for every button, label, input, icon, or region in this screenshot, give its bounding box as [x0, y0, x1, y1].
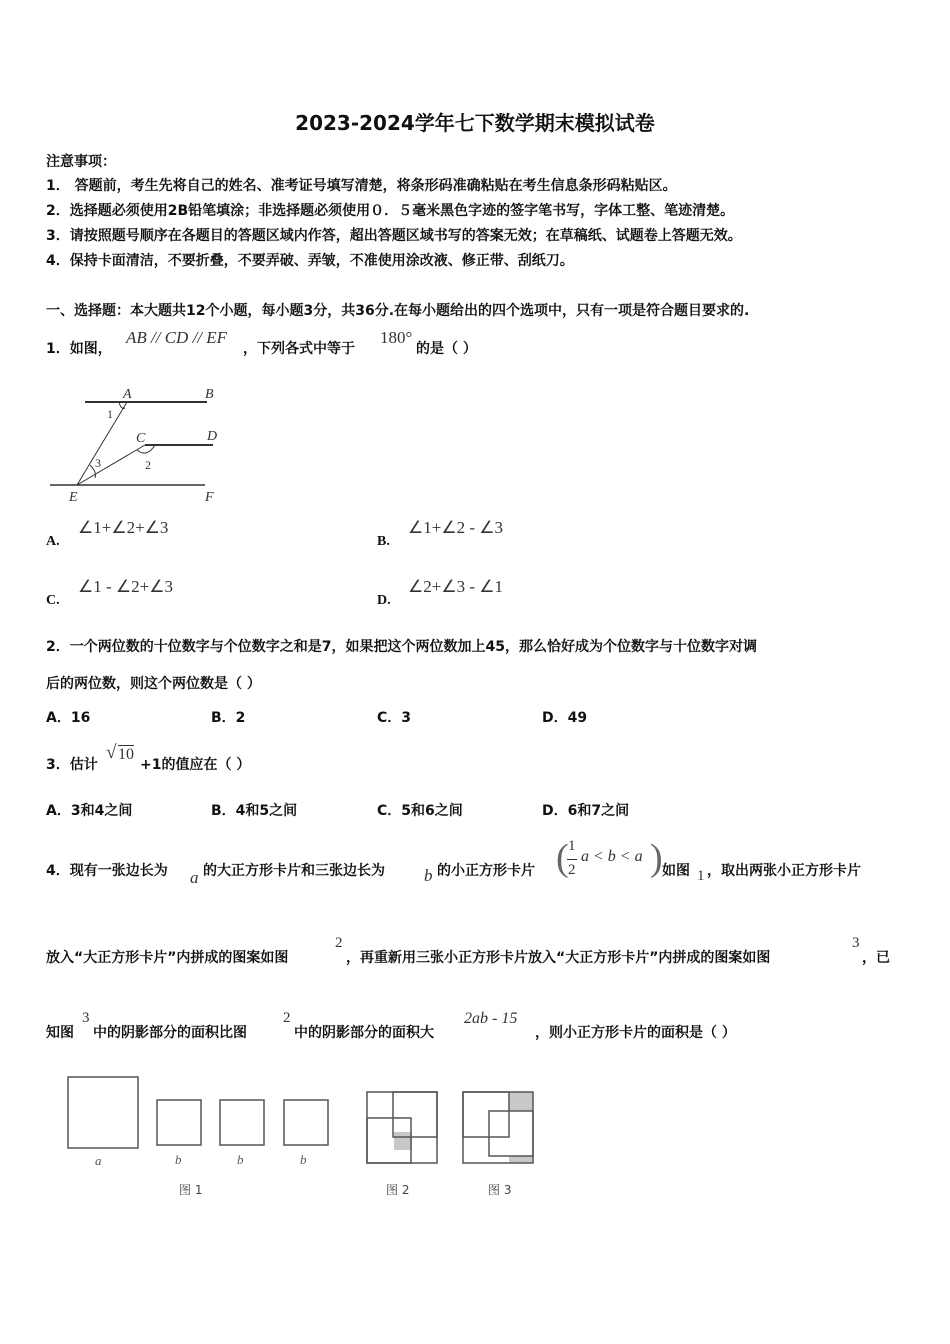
q4-text: ，再重新用三张小正方形卡片放入“大正方形卡片”内拼成的图案如图 — [346, 950, 771, 966]
point-label: C — [136, 431, 146, 446]
section-heading: 一、选择题：本大题共12个小题，每小题3分，共36分.在每小题给出的四个选项中，只有一项是符合题目要求的. — [46, 303, 750, 319]
q4-expression: 2ab - 15 — [464, 1010, 518, 1027]
figure-caption: 图 1 — [179, 1183, 203, 1197]
option-a-value: ∠1+∠2+∠3 — [78, 518, 169, 537]
q4-text: 的大正方形卡片和三张边长为 — [203, 863, 385, 879]
q4-text: ，已 — [862, 950, 890, 966]
option-b-label: B. — [377, 534, 390, 549]
q2-line2: 后的两位数，则这个两位数是（ ） — [46, 676, 261, 692]
side-label: a — [95, 1153, 102, 1168]
point-label: D — [207, 429, 218, 444]
q4-text: ，则小正方形卡片的面积是（ ） — [535, 1025, 736, 1041]
option-c-label: C. — [46, 593, 60, 608]
q3-radicand: 10 — [118, 746, 134, 763]
notice-item: 4．保持卡面清洁，不要折叠，不要弄破、弄皱，不准使用涂改液、修正带、刮纸刀。 — [46, 253, 574, 269]
side-label: b — [300, 1152, 307, 1167]
notice-item: 2．选择题必须使用2B铅笔填涂；非选择题必须使用０．５毫米黑色字迹的签字笔书写，字体工整、笔迹清楚。 — [46, 203, 735, 219]
q4-text: 放入“大正方形卡片”内拼成的图案如图 — [46, 950, 289, 966]
q3-option: B．4和5之间 — [211, 803, 298, 819]
q3-option: D．6和7之间 — [542, 803, 630, 819]
fig-ref: 3 — [852, 935, 860, 951]
angle-label: 1 — [107, 407, 113, 421]
point-label: E — [69, 490, 78, 505]
q3-option: C．5和6之间 — [377, 803, 463, 819]
q4-inequality: a < b < a — [581, 848, 643, 865]
fig-ref: 2 — [335, 935, 343, 951]
small-square — [220, 1100, 264, 1145]
notice-heading: 注意事项： — [46, 154, 116, 170]
point-label: A — [123, 387, 132, 402]
point-label: B — [205, 387, 214, 402]
page-title: 2023-2024学年七下数学期末模拟试卷 — [295, 111, 655, 135]
q1-mid: ，下列各式中等于 — [243, 341, 355, 357]
option-c-value: ∠1 - ∠2+∠3 — [78, 577, 173, 596]
q3-suffix: +1的值应在（ ） — [140, 757, 251, 773]
notice-item: 1． 答题前，考生先将自己的姓名、准考证号填写清楚，将条形码准确粘贴在考生信息条形码粘贴区。 — [46, 178, 677, 194]
q2-option: A．16 — [46, 710, 91, 726]
point-label: F — [205, 490, 214, 505]
frac-den: 2 — [568, 862, 576, 878]
angle-label: 2 — [145, 458, 151, 472]
q4-text: 知图 — [46, 1025, 74, 1041]
large-square — [68, 1077, 138, 1148]
q1-prefix: 1．如图， — [46, 341, 112, 357]
var-b: b — [424, 866, 433, 885]
side-label: b — [175, 1152, 182, 1167]
small-square — [284, 1100, 328, 1145]
q4-text: 4．现有一张边长为 — [46, 863, 168, 879]
angle-label: 3 — [95, 456, 101, 470]
q4-text: ，取出两张小正方形卡片 — [707, 863, 861, 879]
parallel-lines-figure — [45, 380, 225, 505]
frac-num: 1 — [568, 838, 576, 854]
side-label: b — [237, 1152, 244, 1167]
small-square — [157, 1100, 201, 1145]
option-a-label: A. — [46, 534, 60, 549]
squares-figure — [50, 1060, 550, 1210]
fig-ref: 1 — [697, 868, 705, 884]
figure-caption: 图 2 — [386, 1183, 410, 1197]
paren-left: ( — [556, 837, 569, 879]
q2-line1: 2．一个两位数的十位数字与个位数字之和是7，如果把这个两位数加上45，那么恰好成为个位数字与十位数字对调 — [46, 639, 757, 655]
fig-ref: 3 — [82, 1010, 90, 1026]
option-b-value: ∠1+∠2 - ∠3 — [408, 518, 503, 537]
q4-text: 中的阴影部分的面积大 — [294, 1025, 434, 1041]
q2-option: C．3 — [377, 710, 412, 726]
q3-option: A．3和4之间 — [46, 803, 133, 819]
q4-text: 中的阴影部分的面积比图 — [93, 1025, 247, 1041]
fig-ref: 2 — [283, 1010, 291, 1026]
q4-text: 如图 — [662, 863, 690, 879]
var-a: a — [190, 868, 199, 887]
figure-caption: 图 3 — [488, 1183, 512, 1197]
figure2-square — [367, 1092, 437, 1163]
frac-bar — [567, 859, 577, 860]
q4-text: 的小正方形卡片 — [437, 863, 535, 879]
paren-right: ) — [650, 837, 663, 879]
q2-option: D．49 — [542, 710, 588, 726]
option-d-value: ∠2+∠3 - ∠1 — [408, 577, 503, 596]
q3-prefix: 3．估计 — [46, 757, 98, 773]
option-d-label: D. — [377, 593, 391, 608]
q1-value: 180° — [380, 328, 413, 347]
sqrt-icon: √ — [106, 742, 117, 763]
q1-suffix: 的是（ ） — [416, 341, 477, 357]
q1-condition: AB // CD // EF — [126, 328, 228, 347]
notice-item: 3．请按照题号顺序在各题目的答题区域内作答，超出答题区域书写的答案无效；在草稿纸、试题卷上答题无效。 — [46, 228, 742, 244]
q2-option: B．2 — [211, 710, 246, 726]
